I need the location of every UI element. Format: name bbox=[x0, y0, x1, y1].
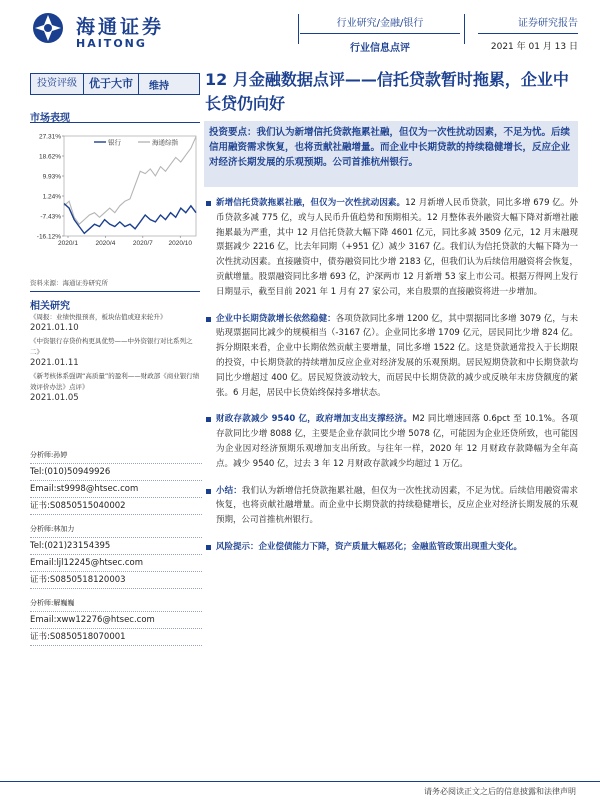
key-points bbox=[206, 196, 578, 567]
key-point bbox=[206, 312, 578, 401]
analyst-cert: 证书:S0850515040002 bbox=[30, 498, 202, 515]
investment-summary: 投资要点：我们认为新增信托贷款拖累社融，但仅为一次性扰动因素，不足为忧。后续信用融资需求恢复，也将贡献社融增量。而企业中长期贷款的持续稳健增长，反应企业对经济长期发展的乐观预期。公司首推杭州银行。 bbox=[204, 121, 578, 187]
analyst-phone: Tel:(021)23154395 bbox=[30, 538, 202, 555]
series-line-bank bbox=[64, 204, 196, 234]
y-tick-label: 1.24% bbox=[42, 193, 61, 201]
series-line-index bbox=[64, 137, 196, 225]
key-point-lead: 财政存款减少 9540 亿，政府增加支出支撑经济。 bbox=[216, 414, 413, 425]
legend-label: 银行 bbox=[108, 138, 121, 147]
related-item-title[interactable]: 《中资银行存贷价构更具优势——中外资银行对比系列之二》 bbox=[30, 337, 193, 356]
market-title: 市场表现 bbox=[30, 113, 70, 124]
rating-value: 优于大市 bbox=[84, 74, 139, 94]
x-tick-label: 2020/10 bbox=[168, 240, 192, 247]
report-kind: 行业信息点评 bbox=[350, 43, 410, 54]
report-type: 证券研究报告 bbox=[518, 18, 578, 29]
related-item-title[interactable]: 《周报：业绩快报预喜，板块估值或迎来轮升》 bbox=[30, 313, 167, 321]
header-divider bbox=[478, 33, 578, 34]
header-separator bbox=[464, 14, 465, 44]
related-item-date: 2021.01.05 bbox=[30, 393, 79, 403]
footer-divider bbox=[0, 781, 600, 782]
chart-frame bbox=[64, 136, 196, 236]
key-point bbox=[206, 540, 578, 555]
analyst-name: 分析师:孙婷 bbox=[30, 447, 202, 464]
analyst-card bbox=[30, 595, 202, 646]
key-point bbox=[206, 412, 578, 471]
key-point-body: M2 同比增速回落 0.6pct 至 10.1%。各项存款同比少增 8088 亿，主要是企业存款同比少增 5078 亿，可能因为企业还贷所致，也可能因为企业因对经济预期乐观增加支出所致。与往年一样，2020 年 12 月财政存款降幅为全年高点。减少 9540 亿，过去 3 年 12 月财政存款减少均超过 1 万亿。 bbox=[216, 414, 578, 469]
y-tick-label: -7.43% bbox=[40, 213, 61, 221]
bullet-marker-icon bbox=[206, 201, 211, 206]
report-date: 2021 年 01 月 13 日 bbox=[490, 42, 578, 52]
key-point-lead: 新增信托贷款拖累社融，但仅为一次性扰动因素。 bbox=[216, 198, 406, 208]
key-point-body: 12 月新增人民币贷款，同比多增 679 亿。外币贷款多减 775 亿，或与人民币升值趋势和预期相关。12 月整体表外融资大幅下降对新增社融拖累最为严重，其中 12 月信托贷款大幅下降 4601 亿元，同比多减 3509 亿元，12 月末融现票据减少 2216 亿，比去年同期（+951 亿）减少 3167 亿。我们认为信托贷款的大幅下降为一次性扰动因素。直接融资中，债券融资同比少增 2183 亿，但我们认为后续信用融资将会恢复，贡献增量。股票融资同比多增 693 亿，沪深两市 12 月新增 53 家上市公司。根据万得网上发行日期显示，截至目前 2021 年 1 月有 27 家公司，来自股票的直接融资将进一步增加。 bbox=[216, 198, 578, 297]
x-tick-label: 2020/4 bbox=[95, 240, 116, 247]
key-point bbox=[206, 196, 578, 300]
bullet-marker-icon bbox=[206, 489, 211, 494]
key-point-lead: 企业中长期贷款增长依然稳健： bbox=[216, 313, 336, 324]
y-tick-label: 27.31% bbox=[38, 133, 61, 141]
related-title: 相关研究 bbox=[30, 301, 70, 312]
y-tick-label: -16.12% bbox=[36, 233, 61, 241]
analyst-card bbox=[30, 521, 202, 589]
key-point-body: 各项贷款同比多增 1200 亿，其中票据同比多增 3079 亿，与未贴现票据同比减少的规模相当（-3167 亿）。企业同比多增 1709 亿元，居民同比少增 824 亿。拆分期限来看，企业中长期依然贡献主要增量，同比多增 1522 亿。这是贷款通常投入于长期限的投资，中长期贷款的持续增加反应企业对经济发展的乐观预期。居民短期贷款和中长期贷款均同比少增超过 400 亿。居民短贷波动较大，而居民中长期贷款的减少或反映年末房贷额度的紧张。6 月起，居民中长贷始终保持多增状态。 bbox=[216, 313, 578, 398]
header-category-block bbox=[300, 14, 460, 54]
section-divider bbox=[30, 291, 200, 292]
key-point-lead: 小结： bbox=[216, 485, 242, 496]
haitong-logo-icon bbox=[32, 12, 64, 44]
investment-rating bbox=[30, 73, 200, 95]
market-performance-chart bbox=[28, 128, 200, 250]
bullet-marker-icon bbox=[206, 417, 211, 422]
rating-label: 投资评级 bbox=[31, 74, 84, 94]
y-tick-label: 18.62% bbox=[38, 153, 61, 161]
analyst-name: 分析师:林加力 bbox=[30, 521, 202, 538]
logo-english: HAITONG bbox=[76, 37, 147, 50]
header-separator bbox=[298, 14, 299, 44]
related-item[interactable] bbox=[30, 336, 202, 369]
related-item[interactable] bbox=[30, 312, 202, 334]
analyst-email[interactable]: Email:ljl12245@htsec.com bbox=[30, 555, 202, 572]
bullet-marker-icon bbox=[206, 317, 211, 322]
disclaimer-footer: 请务必阅读正文之后的信息披露和法律声明 bbox=[424, 787, 576, 796]
analyst-cert: 证书:S0850518120003 bbox=[30, 572, 202, 589]
header-meta-block bbox=[478, 14, 578, 52]
logo-chinese: 海通证券 bbox=[76, 16, 165, 38]
bullet-marker-icon bbox=[206, 545, 211, 550]
analyst-email[interactable]: Email:xww12276@htsec.com bbox=[30, 612, 202, 629]
analyst-cert: 证书:S0850518070001 bbox=[30, 629, 202, 646]
key-point-lead: 风险提示：企业偿债能力下降，资产质量大幅恶化；金融监管政策出现重大变化。 bbox=[216, 541, 523, 552]
key-point-body: 我们认为新增信托贷款拖累社融，但仅为一次性扰动因素，不足为忧。后续信用融资需求恢复，也将贡献社融增量。而企业中长期贷款的持续稳健增长，反应企业对经济长期发展的乐观预期，公司首推杭州银行。 bbox=[216, 485, 578, 526]
analyst-card bbox=[30, 447, 202, 515]
header-divider bbox=[300, 33, 460, 34]
chart-source: 资料来源：海通证券研究所 bbox=[30, 279, 108, 287]
related-research-list bbox=[30, 312, 202, 406]
related-item-date: 2021.01.11 bbox=[30, 358, 79, 368]
x-tick-label: 2020/7 bbox=[132, 240, 153, 247]
rating-change: 维持 bbox=[149, 80, 169, 92]
related-item-date: 2021.01.10 bbox=[30, 323, 79, 333]
key-point bbox=[206, 484, 578, 528]
analyst-phone: Tel:(010)50949926 bbox=[30, 464, 202, 481]
legend-label: 海通综指 bbox=[152, 138, 178, 147]
x-tick-label: 2020/1 bbox=[58, 240, 78, 247]
report-title: 12 月金融数据点评——信托贷款暂时拖累，企业中长贷仍向好 bbox=[205, 70, 569, 113]
section-divider bbox=[30, 122, 200, 123]
analyst-name: 分析师:解巍巍 bbox=[30, 595, 202, 612]
report-category: 行业研究/金融/银行 bbox=[336, 18, 424, 29]
analyst-email[interactable]: Email:st9998@htsec.com bbox=[30, 481, 202, 498]
company-logo bbox=[32, 10, 202, 50]
related-item[interactable] bbox=[30, 371, 202, 404]
y-tick-label: 9.93% bbox=[42, 173, 61, 181]
related-item-title[interactable]: 《新考核体系强调“高质量”的盈利——财政部《商业银行绩效评价办法》点评》 bbox=[30, 372, 200, 391]
analyst-list bbox=[30, 447, 202, 652]
